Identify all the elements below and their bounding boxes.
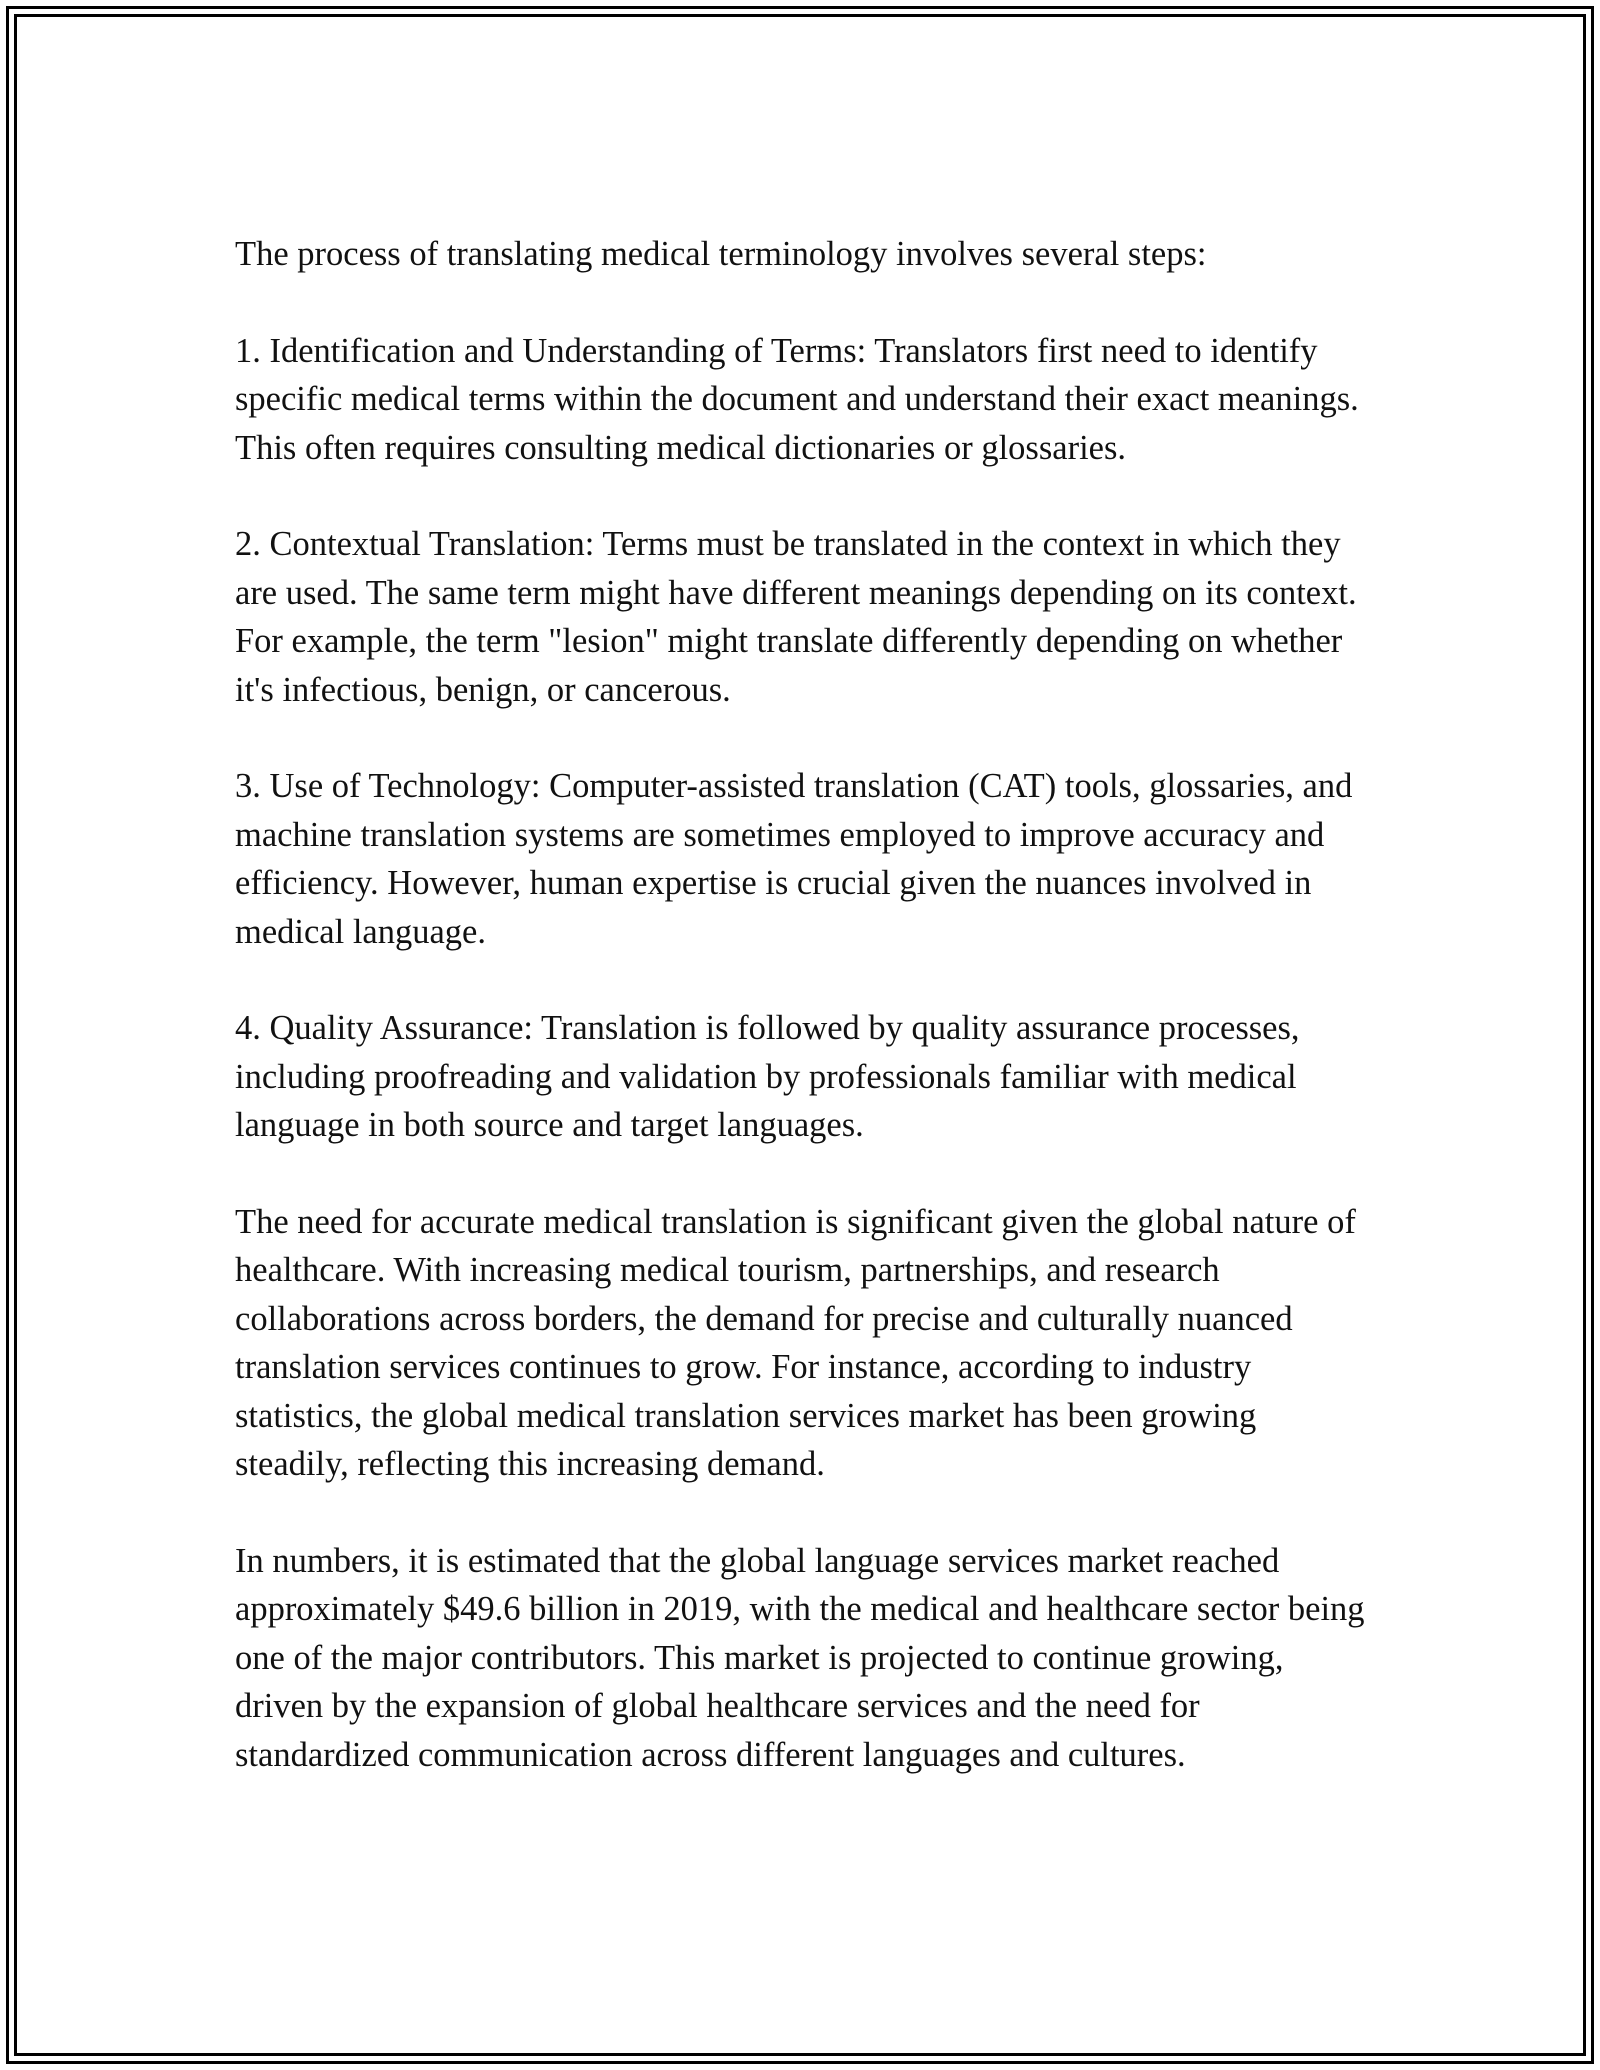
step-2-paragraph: 2. Contextual Translation: Terms must be translated in the context in which they are used. The same term might have different meanings depending on its context. For example, the term "lesion" might translate differently depending on whether it's infectious, benign, or cancerous. [235,525,1357,709]
document-body [235,230,1370,1779]
step-4-paragraph: 4. Quality Assurance: Translation is followed by quality assurance processes, including proofreading and validation by professionals familiar with medical language in both source and target languages. [235,1009,1300,1145]
step-3-paragraph: 3. Use of Technology: Computer-assisted translation (CAT) tools, glossaries, and machine translation systems are sometimes employed to improve accuracy and efficiency. However, human expertise is crucial given the nuances involved in medical language. [235,767,1353,951]
numbers-paragraph: In numbers, it is estimated that the global language services market reached approximately $49.6 billion in 2019, with the medical and healthcare sector being one of the major contributors. This market is projected to continue growing, driven by the expansion of global healthcare services and the need for standardized communication across different languages and cultures. [235,1541,1365,1774]
intro-paragraph: The process of translating medical terminology involves several steps: [235,235,1207,273]
step-1-paragraph: 1. Identification and Understanding of Terms: Translators first need to identify specific medical terms within the document and understand their exact meanings. This often requires consulting medical dictionaries or glossaries. [235,331,1359,467]
need-paragraph: The need for accurate medical translation is significant given the global nature of healthcare. With increasing medical tourism, partnerships, and research collaborations across borders, the demand for precise and culturally nuanced translation services continues to grow. For instance, according to industry statistics, the global medical translation services market has been growing steadily, reflecting this increasing demand. [235,1203,1356,1484]
